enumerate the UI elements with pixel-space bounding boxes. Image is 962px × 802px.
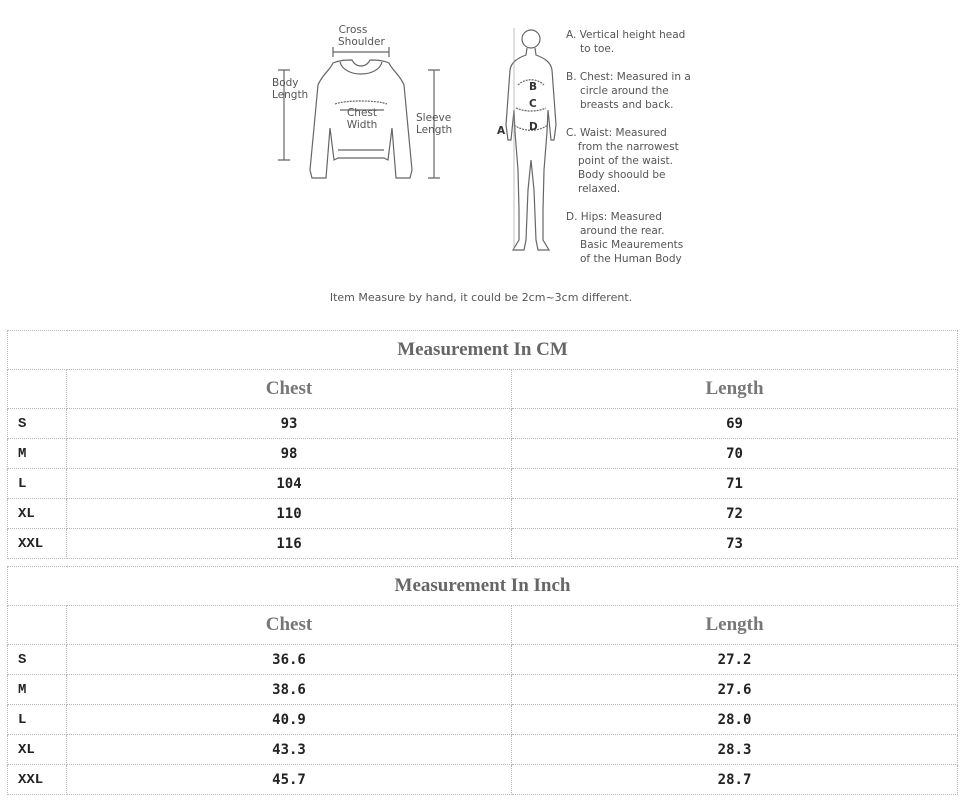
body-length-label: Body Length <box>272 77 309 101</box>
header-size <box>8 606 67 645</box>
marker-c: C <box>529 98 537 110</box>
header-length: Length <box>512 606 958 645</box>
header-chest: Chest <box>67 370 512 409</box>
table-title: Measurement In Inch <box>8 567 958 606</box>
chest-value: 38.6 <box>67 675 512 705</box>
table-row <box>8 735 958 765</box>
chest-width-label: Chest Width <box>346 107 378 131</box>
diagram-drawing <box>0 0 962 320</box>
length-value: 70 <box>512 439 958 469</box>
length-value: 28.0 <box>512 705 958 735</box>
length-value: 72 <box>512 499 958 529</box>
table-row <box>8 499 958 529</box>
header-chest: Chest <box>67 606 512 645</box>
head-shape <box>522 30 540 48</box>
table-row <box>8 705 958 735</box>
cross-shoulder-label: Cross Shoulder <box>338 24 385 48</box>
length-value: 28.7 <box>512 765 958 795</box>
table-row <box>8 675 958 705</box>
chest-value: 98 <box>67 439 512 469</box>
length-value: 73 <box>512 529 958 559</box>
length-value: 69 <box>512 409 958 439</box>
size-label: XL <box>8 735 67 765</box>
chest-value: 93 <box>67 409 512 439</box>
measurement-note: Item Measure by hand, it could be 2cm~3cm different. <box>329 291 633 304</box>
size-label: XL <box>8 499 67 529</box>
table-row <box>8 409 958 439</box>
size-label: L <box>8 469 67 499</box>
definition-b: B. Chest: Measured in a circle around the breasts and back. <box>566 71 691 111</box>
size-label: M <box>8 439 67 469</box>
sleeve-length-label: Sleeve Length <box>416 112 453 136</box>
marker-b: B <box>529 81 538 93</box>
chest-value: 110 <box>67 499 512 529</box>
chest-value: 116 <box>67 529 512 559</box>
definition-a: A. Vertical height head to toe. <box>566 29 686 55</box>
table-row <box>8 645 958 675</box>
body-outline <box>506 48 556 250</box>
header-length: Length <box>512 370 958 409</box>
length-value: 28.3 <box>512 735 958 765</box>
header-size <box>8 370 67 409</box>
chest-value: 40.9 <box>67 705 512 735</box>
size-label: S <box>8 409 67 439</box>
chest-value: 45.7 <box>67 765 512 795</box>
chest-value: 43.3 <box>67 735 512 765</box>
size-label: M <box>8 675 67 705</box>
size-label: XXL <box>8 765 67 795</box>
length-value: 27.2 <box>512 645 958 675</box>
size-table-inch <box>7 566 958 795</box>
definition-d: D. Hips: Measured around the rear. Basic Meaurements of the Human Body <box>566 211 684 265</box>
table-title: Measurement In CM <box>8 331 958 370</box>
length-value: 71 <box>512 469 958 499</box>
size-label: L <box>8 705 67 735</box>
table-row <box>8 765 958 795</box>
table-row <box>8 469 958 499</box>
chest-value: 104 <box>67 469 512 499</box>
definition-c: C. Waist: Measured from the narrowest point of the waist. Body shoould be relaxed. <box>566 127 679 195</box>
table-row <box>8 529 958 559</box>
length-value: 27.6 <box>512 675 958 705</box>
sweater-neck <box>340 62 382 74</box>
table-row <box>8 439 958 469</box>
measurement-diagram <box>0 0 962 320</box>
marker-a: A <box>497 125 506 137</box>
chest-value: 36.6 <box>67 645 512 675</box>
size-label: XXL <box>8 529 67 559</box>
size-table-cm <box>7 330 958 559</box>
size-label: S <box>8 645 67 675</box>
marker-d: D <box>529 121 538 133</box>
